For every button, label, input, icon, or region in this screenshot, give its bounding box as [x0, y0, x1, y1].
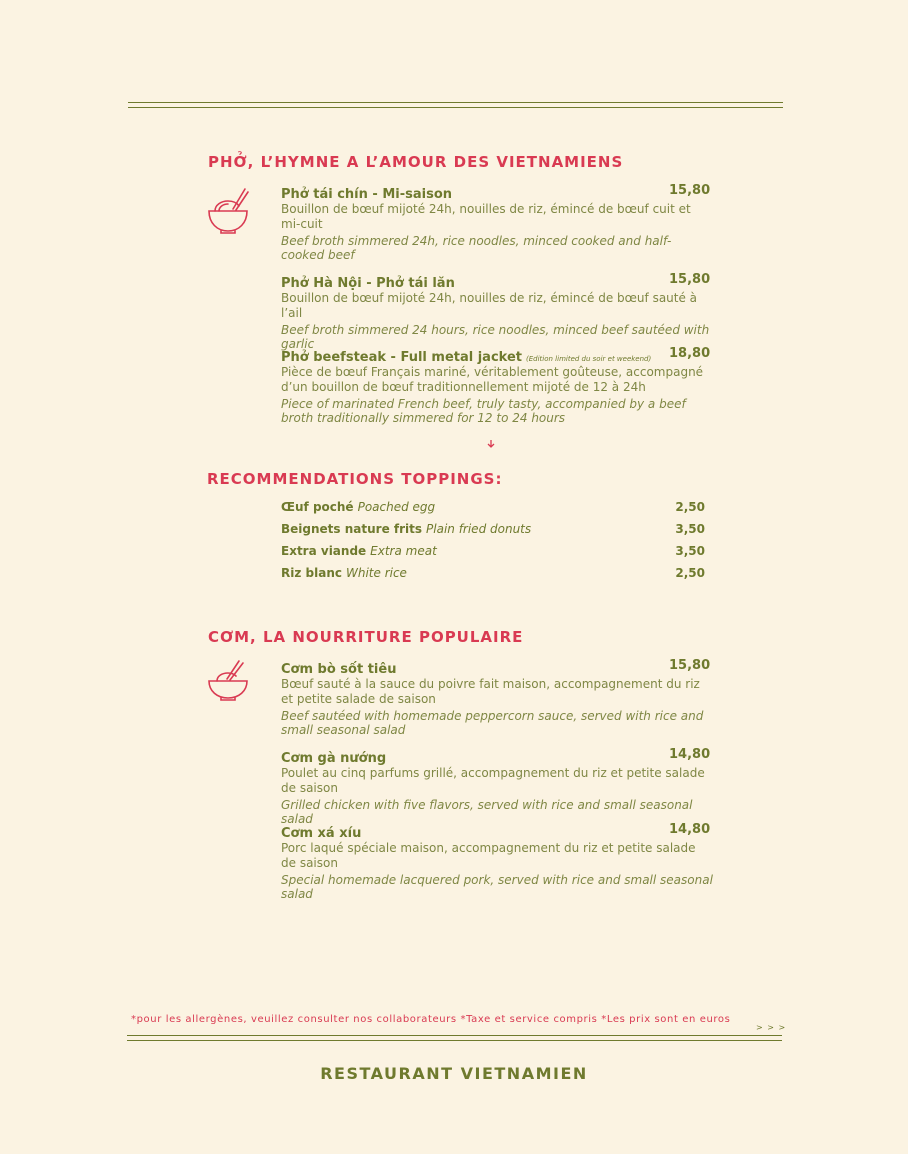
- topping-name-fr: Beignets nature frits: [281, 522, 423, 536]
- item-price: 15,80: [669, 272, 711, 287]
- allergen-footnote: *pour les allergènes, veuillez consulter nos collaborateurs *Taxe et service compris *Les prix sont en euros: [131, 1014, 731, 1025]
- topping-price: 3,50: [675, 522, 705, 536]
- item-description-en: Grilled chicken with five flavors, served with rice and small seasonal salad: [281, 798, 693, 826]
- item-price: 18,80: [669, 346, 711, 361]
- topping-price: 2,50: [675, 500, 705, 514]
- chevron-down-icon: [486, 439, 496, 452]
- rice-bowl-icon: [207, 659, 249, 707]
- item-name: Phở beefsteak - Full metal jacket: [281, 350, 522, 365]
- topping-name-en: White rice: [345, 566, 407, 580]
- topping-name-fr: Œuf poché: [281, 500, 354, 514]
- item-name: Cơm gà nướng: [281, 751, 387, 766]
- topping-row: [281, 566, 705, 584]
- bottom-rule-2: [127, 1040, 782, 1041]
- topping-name-en: Plain fried donuts: [426, 522, 532, 536]
- topping-name-en: Extra meat: [370, 544, 437, 558]
- item-name: Phở tái chín - Mi-saison: [281, 187, 453, 202]
- topping-row: [281, 522, 705, 540]
- item-name: Cơm xá xíu: [281, 826, 362, 841]
- topping-row: [281, 500, 705, 518]
- item-description-en: Beef sautéed with homemade peppercorn sauce, served with rice and small seasonal salad: [281, 709, 704, 737]
- noodle-bowl-icon: [207, 187, 249, 239]
- item-note: (Edition limited du soir et weekend): [526, 355, 652, 363]
- item-description-fr: Porc laqué spéciale maison, accompagnement du riz et petite salade de saison: [281, 841, 696, 870]
- item-price: 15,80: [669, 183, 711, 198]
- topping-row: [281, 544, 705, 562]
- topping-name-fr: Riz blanc: [281, 566, 342, 580]
- topping-name-fr: Extra viande: [281, 544, 367, 558]
- topping-price: 2,50: [675, 566, 705, 580]
- section-title-com: CƠM, LA NOURRITURE POPULAIRE: [208, 628, 524, 646]
- topping-name-en: Poached egg: [357, 500, 436, 514]
- item-description-fr: Bouillon de bœuf mijoté 24h, nouilles de riz, émincé de bœuf sauté à l’ail: [281, 291, 698, 320]
- restaurant-name: RESTAURANT VIETNAMIEN: [320, 1064, 588, 1083]
- item-description-en: Beef broth simmered 24 hours, rice noodles, minced beef sautéed with garlic: [281, 323, 710, 351]
- menu-item-pho-1: [281, 183, 713, 262]
- menu-item-pho-2: [281, 272, 713, 351]
- item-description-fr: Poulet au cinq parfums grillé, accompagnement du riz et petite salade de saison: [281, 766, 705, 795]
- item-price: 15,80: [669, 658, 711, 673]
- item-price: 14,80: [669, 822, 711, 837]
- item-name: Phở Hà Nội - Phở tái lăn: [281, 276, 455, 291]
- top-rule-2: [128, 107, 783, 108]
- bottom-rule-1: [127, 1035, 782, 1036]
- item-description-en: Special homemade lacquered pork, served with rice and small seasonal salad: [281, 873, 713, 901]
- menu-item-com-3: [281, 822, 713, 901]
- item-description-fr: Pièce de bœuf Français mariné, véritablement goûteuse, accompagné d’un bouillon de bœuf traditionnellement mijoté de 12 à 24h: [281, 365, 704, 394]
- item-description-fr: Bœuf sauté à la sauce du poivre fait maison, accompagnement du riz et petite salade de saison: [281, 677, 700, 706]
- top-rule-1: [128, 102, 783, 103]
- section-title-pho: PHỞ, L’HYMNE A L’AMOUR DES VIETNAMIENS: [208, 153, 624, 171]
- item-description-en: Piece of marinated French beef, truly tasty, accompanied by a beef broth traditionally simmered for 12 to 24 hours: [281, 397, 686, 425]
- topping-price: 3,50: [675, 544, 705, 558]
- next-page-arrows[interactable]: > > >: [756, 1023, 787, 1032]
- item-name: Cơm bò sốt tiêu: [281, 662, 397, 677]
- menu-item-com-2: [281, 747, 713, 826]
- item-description-fr: Bouillon de bœuf mijoté 24h, nouilles de riz, émincé de bœuf cuit et mi-cuit: [281, 202, 691, 231]
- menu-item-com-1: [281, 658, 713, 737]
- menu-item-pho-3: [281, 346, 713, 425]
- section-title-toppings: RECOMMENDATIONS TOPPINGS:: [207, 470, 503, 488]
- item-description-en: Beef broth simmered 24h, rice noodles, minced cooked and half-cooked beef: [281, 234, 672, 262]
- item-price: 14,80: [669, 747, 711, 762]
